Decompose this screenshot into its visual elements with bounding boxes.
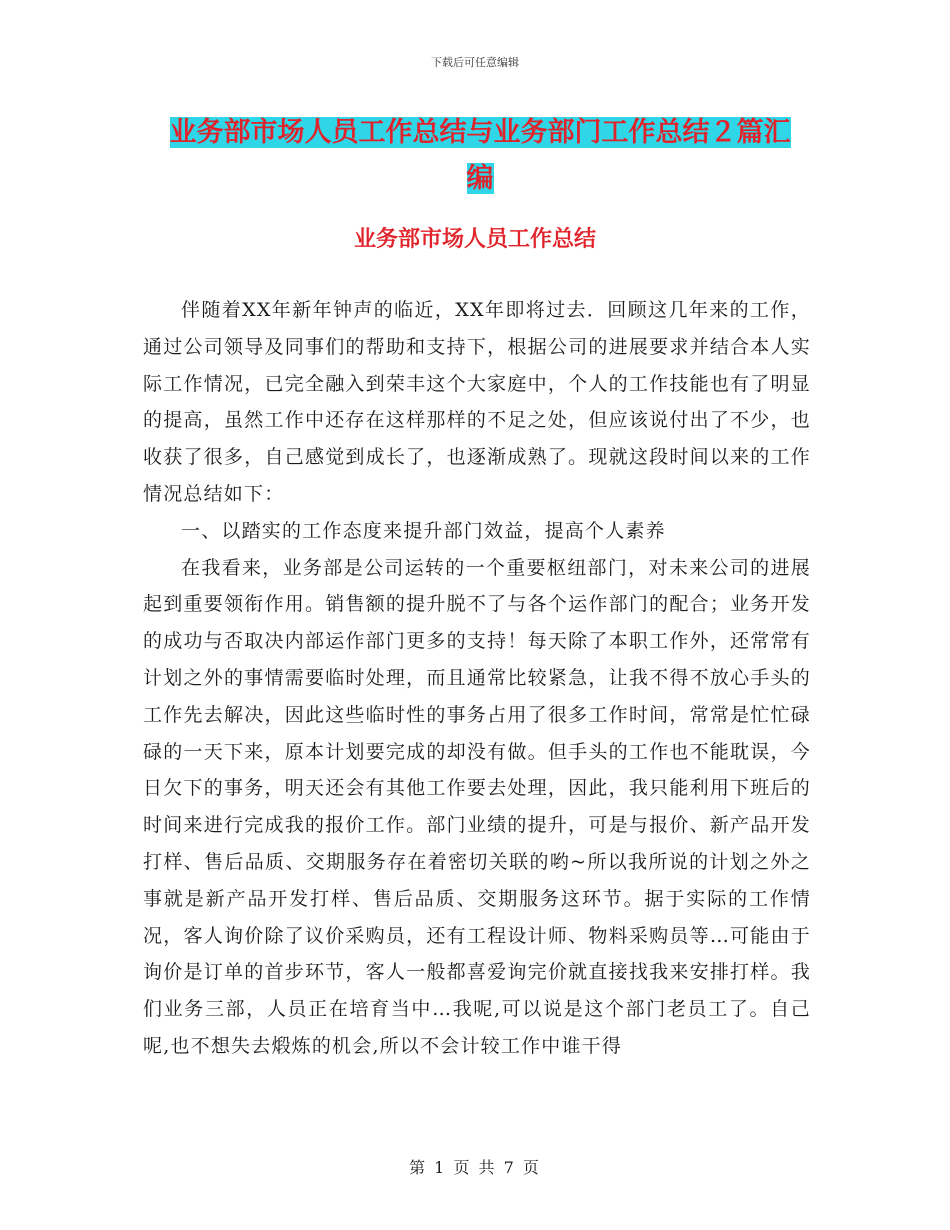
title-line-2: 编 — [466, 163, 494, 194]
section-title: 业务部市场人员工作总结 — [353, 226, 596, 252]
body-text — [143, 292, 811, 1065]
paragraph: 伴随着XX年新年钟声的临近，XX年即将过去．回顾这几年来的工作， 通过公司领导及同事们的帮助和支持下，根据公司的进展要求并结合本人实际工作情况，已完全融入到荣丰这个大家庭中，个人的工作技能也有了明显的提高，虽然工作中还存在这样那样的不足之处，但应该说付出了不少，也收获了很多，自己感觉到成长了，也逐渐成熟了。现就这段时间以来的工作情况总结如下： — [143, 299, 811, 505]
document-title — [140, 110, 820, 202]
title-line-1: 业务部市场人员工作总结与业务部门工作总结２篇汇 — [169, 117, 791, 148]
header-note: 下载后可任意编辑 — [431, 56, 519, 69]
paragraph-heading: 一、以踏实的工作态度来提升部门效益，提高个人素养 — [181, 519, 666, 542]
page-footer: 第 1 页 共 7 页 — [409, 1158, 541, 1177]
paragraph: 在我看来，业务部是公司运转的一个重要枢纽部门，对未来公司的进展起到重要领衔作用。销售额的提升脱不了与各个运作部门的配合；业务开发的成功与否取决内部运作部门更多的支持！每天除了本职工作外，还常常有计划之外的事情需要临时处理，而且通常比较紧急，让我不得不放心手头的工作先去解决，因此这些临时性的事务占用了很多工作时间，常常是忙忙碌碌的一天下来，原本计划要完成的却没有做。但手头的工作也不能耽误，今日欠下的事务，明天还会有其他工作要去处理，因此，我只能利用下班后的时间来进行完成我的报价工作。部门业绩的提升，可是与报价、新产品开发打样、售后品质、交期服务存在着密切关联的哟~所以我所说的计划之外之事就是新产品开发打样、售后品质、交期服务这环节。据于实际的工作情况，客人询价除了议价采购员，还有工程设计师、物料采购员等…可能由于询价是订单的首步环节，客人一般都喜爱询完价就直接找我来安排打样。我们业务三部，人员正在培育当中…我呢,可以说是这个部门老员工了。自己呢,也不想失去煅炼的机会,所以不会计较工作中谁干得 — [143, 556, 811, 1057]
